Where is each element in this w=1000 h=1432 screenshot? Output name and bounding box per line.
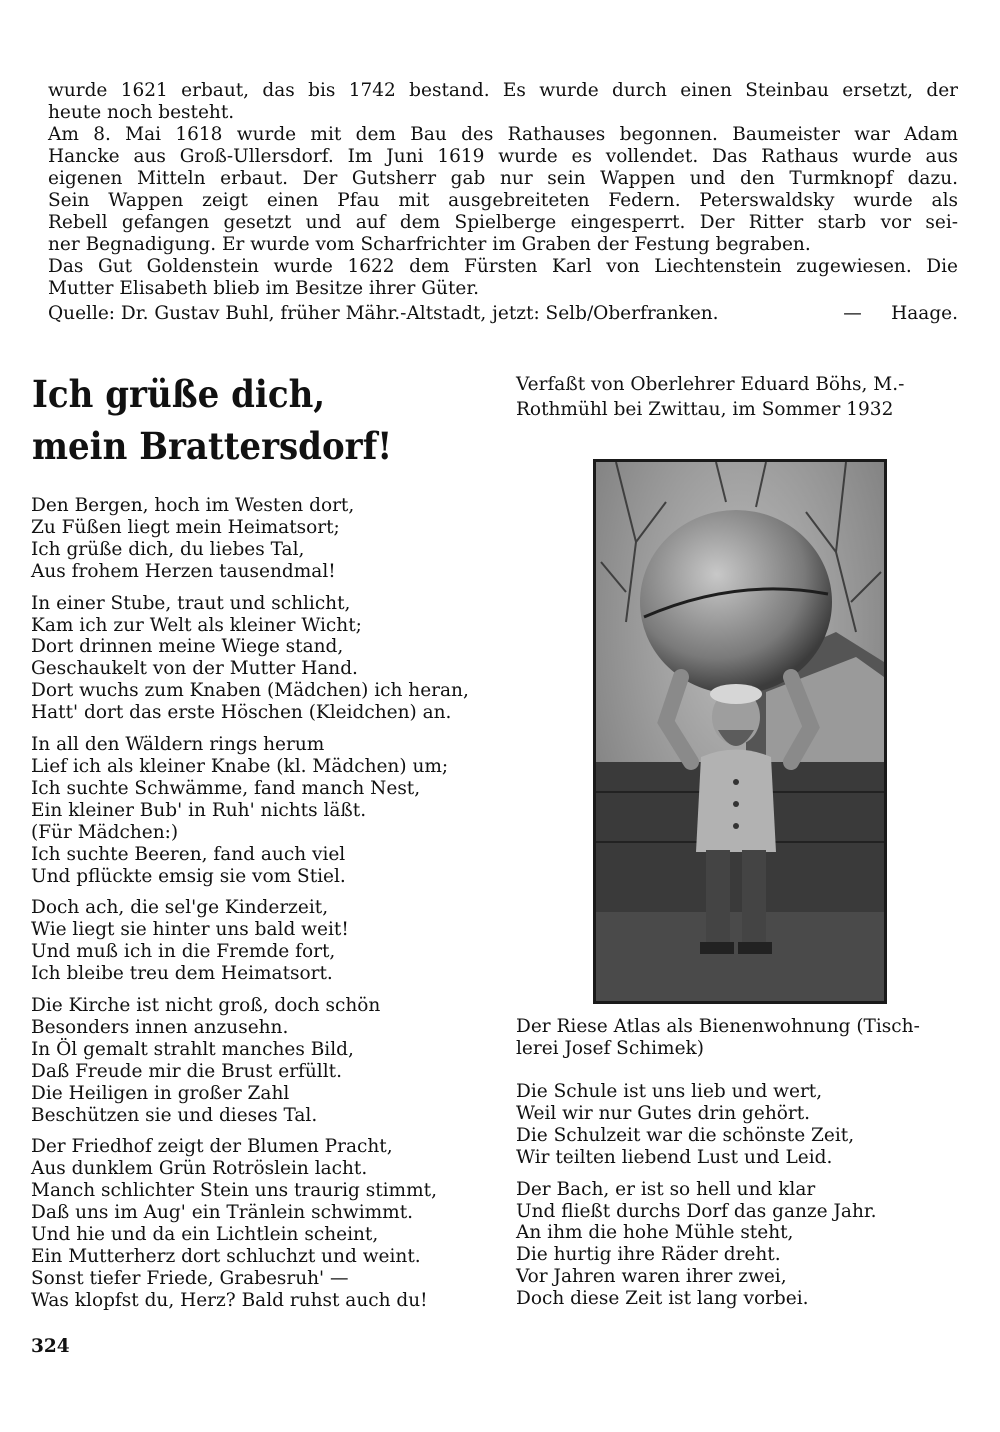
verse-line: Daß Freude mir die Brust erfüllt. xyxy=(31,1060,342,1082)
verse-line: Besonders innen anzusehn. xyxy=(31,1016,289,1038)
verse-line: Wir teilten liebend Lust und Leid. xyxy=(516,1146,833,1168)
stanza xyxy=(516,1081,976,1169)
stanza xyxy=(516,1179,976,1310)
atlas-photo xyxy=(593,459,887,1004)
verse-line: Was klopfst du, Herz? Bald ruhst auch du! xyxy=(31,1289,428,1311)
verse-line: Lief ich als kleiner Knabe (kl. Mädchen) um; xyxy=(31,755,449,777)
verse-line: Ich bleibe treu dem Heimatsort. xyxy=(31,963,333,985)
verse-line: Und pflückte emsig sie vom Stiel. xyxy=(31,865,346,887)
intro-line: Sein Wappen zeigt einen Pfau mit ausgebreiteten Federn. Peterswaldsky wurde als xyxy=(48,190,958,211)
caption-line: lerei Josef Schimek) xyxy=(516,1038,704,1059)
verse-line: Aus dunklem Grün Rotröslein lacht. xyxy=(31,1158,368,1180)
verse-line: Dort drinnen meine Wiege stand, xyxy=(31,636,344,658)
stanza xyxy=(31,495,496,583)
verse-line: Geschaukelt von der Mutter Hand. xyxy=(31,658,358,680)
intro-line: Mutter Elisabeth blieb im Besitze ihrer Güter. xyxy=(48,278,480,299)
intro-line: Am 8. Mai 1618 wurde mit dem Bau des Rathauses begonnen. Baumeister war Adam xyxy=(48,124,958,145)
verse-line: Doch diese Zeit ist lang vorbei. xyxy=(516,1288,809,1310)
verse-line: Ich suchte Schwämme, fand manch Nest, xyxy=(31,777,421,799)
verse-line: Dort wuchs zum Knaben (Mädchen) ich heran, xyxy=(31,680,469,702)
page-number: 324 xyxy=(31,1336,70,1357)
intro-line: eigenen Mitteln erbaut. Der Gutsherr gab nur sein Wappen und den Turmknopf dazu. xyxy=(48,168,958,189)
source-text: Quelle: Dr. Gustav Buhl, früher Mähr.-Altstadt, jetzt: Selb/Oberfranken. xyxy=(48,303,719,324)
poem-left-column xyxy=(31,495,496,1322)
verse-line: Die Schule ist uns lieb und wert, xyxy=(516,1081,823,1102)
verse-line: In Öl gemalt strahlt manches Bild, xyxy=(31,1038,354,1060)
stanza xyxy=(31,734,496,887)
author-line: Verfaßt von Oberlehrer Eduard Böhs, M.- xyxy=(516,374,905,395)
poem-title xyxy=(32,368,392,472)
poem-title-line: mein Brattersdorf! xyxy=(32,424,393,468)
intro-line: Rebell gefangen gesetzt und auf dem Spielberge eingesperrt. Der Ritter starb vor sei- xyxy=(48,212,958,233)
intro-line: ner Begnadigung. Er wurde vom Scharfrichter im Graben der Festung begraben. xyxy=(48,234,811,255)
verse-line: Die Kirche ist nicht groß, doch schön xyxy=(31,995,381,1017)
verse-line: Sonst tiefer Friede, Grabesruh' — xyxy=(31,1267,349,1289)
intro-line: Das Gut Goldenstein wurde 1622 dem Fürsten Karl von Liechtenstein zugewiesen. Die xyxy=(48,256,958,277)
source-line xyxy=(48,303,958,325)
verse-line: Und muß ich in die Fremde fort, xyxy=(31,941,336,963)
verse-line: Zu Füßen liegt mein Heimatsort; xyxy=(31,516,340,538)
verse-line: Den Bergen, hoch im Westen dort, xyxy=(31,495,355,516)
intro-line: Hancke aus Groß-Ullersdorf. Im Juni 1619 wurde es vollendet. Das Rathaus wurde aus xyxy=(48,146,958,167)
stanza xyxy=(31,593,496,724)
verse-line: Daß uns im Aug' ein Tränlein schwimmt. xyxy=(31,1202,414,1224)
verse-line: Der Friedhof zeigt der Blumen Pracht, xyxy=(31,1136,393,1158)
source-author xyxy=(843,303,958,325)
verse-line: Ich grüße dich, du liebes Tal, xyxy=(31,538,305,560)
intro-line: wurde 1621 erbaut, das bis 1742 bestand. Es wurde durch einen Steinbau ersetzt, der xyxy=(48,80,958,101)
verse-line: Ich suchte Beeren, fand auch viel xyxy=(31,843,346,865)
intro-text xyxy=(48,80,958,325)
verse-line: Beschützen sie und dieses Tal. xyxy=(31,1104,318,1126)
author-line: Rothmühl bei Zwittau, im Sommer 1932 xyxy=(516,399,894,420)
photo-caption xyxy=(516,1016,976,1060)
caption-line: Der Riese Atlas als Bienenwohnung (Tisch- xyxy=(516,1016,920,1037)
stanza xyxy=(31,897,496,985)
verse-line: Und hie und da ein Lichtlein scheint, xyxy=(31,1224,379,1246)
author-note xyxy=(516,372,976,422)
poem-right-column xyxy=(516,1081,976,1320)
verse-line: Manch schlichter Stein uns traurig stimmt, xyxy=(31,1180,437,1202)
verse-line: Die Schulzeit war die schönste Zeit, xyxy=(516,1124,855,1146)
verse-line: Und fließt durchs Dorf das ganze Jahr. xyxy=(516,1200,877,1222)
verse-line: In all den Wäldern rings herum xyxy=(31,734,325,756)
verse-line: Der Bach, er ist so hell und klar xyxy=(516,1178,816,1200)
verse-line: Vor Jahren waren ihrer zwei, xyxy=(516,1266,787,1288)
intro-line: heute noch besteht. xyxy=(48,102,235,123)
verse-line: Die hurtig ihre Räder dreht. xyxy=(516,1244,781,1266)
verse-line: Hatt' dort das erste Höschen (Kleidchen) an. xyxy=(31,702,452,724)
verse-line: Kam ich zur Welt als kleiner Wicht; xyxy=(31,614,362,636)
poem-title-line: Ich grüße dich, xyxy=(32,372,326,416)
verse-line: Die Heiligen in großer Zahl xyxy=(31,1082,290,1104)
verse-line: Ein kleiner Bub' in Ruh' nichts läßt. xyxy=(31,799,367,821)
atlas-photo-illustration xyxy=(596,462,884,1001)
verse-line: Ein Mutterherz dort schluchzt und weint. xyxy=(31,1246,421,1267)
stanza xyxy=(31,995,496,1126)
verse-line: (Für Mädchen:) xyxy=(31,821,179,843)
verse-line: Doch ach, die sel'ge Kinderzeit, xyxy=(31,897,329,919)
verse-line: In einer Stube, traut und schlicht, xyxy=(31,592,351,614)
verse-line: An ihm die hohe Mühle steht, xyxy=(516,1222,794,1244)
stanza xyxy=(31,1136,496,1311)
verse-line: Weil wir nur Gutes drin gehört. xyxy=(516,1102,811,1124)
source-dash: — xyxy=(843,303,862,324)
verse-line: Wie liegt sie hinter uns bald weit! xyxy=(31,919,349,941)
source-author-name: Haage. xyxy=(891,303,958,324)
verse-line: Aus frohem Herzen tausendmal! xyxy=(31,560,336,582)
